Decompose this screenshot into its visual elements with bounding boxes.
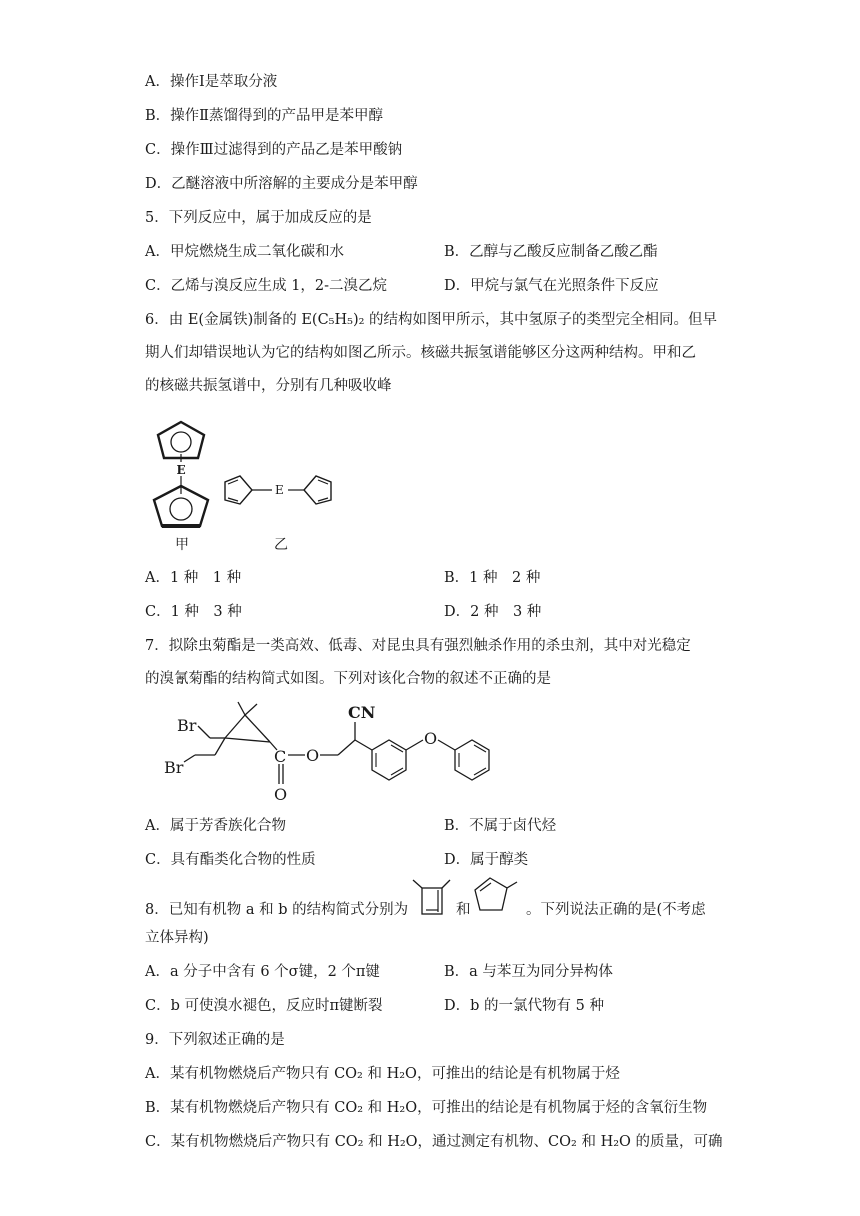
structure-yi (225, 476, 331, 553)
q6-stem-line1: 6．由 E(金属铁)制备的 E(C₅H₅)₂ 的结构如图甲所示，其中氢原子的类型完全相同。但早 (145, 312, 718, 328)
q5-stem: 5．下列反应中，属于加成反应的是 (145, 210, 372, 226)
label-jia: 甲 (175, 537, 189, 553)
q4-option-b: B．操作Ⅱ蒸馏得到的产品甲是苯甲醇 (145, 108, 384, 124)
q8-option-b: B．a 与苯互为同分异构体 (444, 964, 613, 980)
q6-stem-line2: 期人们却错误地认为它的结构如图乙所示。核磁共振氢谱能够区分这两种结构。甲和乙 (145, 345, 696, 361)
q9-option-a: A．某有机物燃烧后产物只有 CO₂ 和 H₂O，可推出的结论是有机物属于烃 (145, 1066, 620, 1082)
q7-option-c: C．具有酯类化合物的性质 (145, 852, 316, 868)
atom-c-ester: C (274, 747, 287, 766)
q8-stem-post: 。下列说法正确的是(不考虑 (526, 902, 706, 918)
q4-option-d: D．乙醚溶液中所溶解的主要成分是苯甲醇 (145, 176, 418, 192)
q6-option-a: A．1 种 1 种 (145, 570, 242, 586)
q8-stem-and: 和 (456, 902, 471, 918)
ferrocene-structure-figure (148, 412, 348, 557)
q7-option-b: B．不属于卤代烃 (444, 818, 557, 834)
q8-option-a: A．a 分子中含有 6 个σ键，2 个π键 (145, 964, 380, 980)
atom-e-yi: E (275, 483, 284, 497)
q5-option-b: B．乙醇与乙酸反应制备乙酸乙酯 (444, 244, 658, 260)
structure-jia (154, 422, 208, 553)
label-yi: 乙 (274, 537, 288, 553)
q8-option-c: C．b 可使溴水褪色，反应时π键断裂 (145, 998, 383, 1014)
q6-stem-line3: 的核磁共振氢谱中，分别有几种吸收峰 (145, 378, 392, 394)
q7-stem-line1: 7．拟除虫菊酯是一类高效、低毒、对昆虫具有强烈触杀作用的杀虫剂，其中对光稳定 (145, 638, 691, 654)
atom-o-ether: O (424, 729, 438, 748)
atom-br-upper: Br (177, 716, 197, 735)
deltamethrin-structure-figure (160, 700, 500, 808)
q8-stem-pre: 8．已知有机物 a 和 b 的结构简式分别为 (145, 902, 409, 918)
atom-br-lower: Br (164, 758, 184, 777)
q5-option-c: C．乙烯与溴反应生成 1，2-二溴乙烷 (145, 278, 388, 294)
atom-o-ester: O (306, 746, 320, 765)
group-cn: CN (348, 703, 376, 722)
q6-option-d: D．2 种 3 种 (444, 604, 542, 620)
q4-option-a: A．操作Ⅰ是萃取分液 (145, 74, 278, 90)
atom-o-carbonyl: O (274, 785, 288, 804)
q9-option-c: C．某有机物燃烧后产物只有 CO₂ 和 H₂O，通过测定有机物、CO₂ 和 H₂O 的质量，可确 (145, 1134, 723, 1150)
q6-option-c: C．1 种 3 种 (145, 604, 242, 620)
q7-option-d: D．属于醇类 (444, 852, 529, 868)
compound-a-structure (408, 876, 454, 922)
q8-option-d: D．b 的一氯代物有 5 种 (444, 998, 604, 1014)
q8-stem-line2: 立体异构) (145, 930, 209, 946)
q5-option-d: D．甲烷与氯气在光照条件下反应 (444, 278, 659, 294)
q6-option-b: B．1 种 2 种 (444, 570, 541, 586)
compound-b-structure (472, 872, 528, 922)
q7-option-a: A．属于芳香族化合物 (145, 818, 286, 834)
q5-option-a: A．甲烷燃烧生成二氧化碳和水 (145, 244, 344, 260)
q7-stem-line2: 的溴氰菊酯的结构简式如图。下列对该化合物的叙述不正确的是 (145, 671, 551, 687)
atom-e-jia: E (176, 463, 186, 477)
q4-option-c: C．操作Ⅲ过滤得到的产品乙是苯甲酸钠 (145, 142, 403, 158)
q9-stem: 9．下列叙述正确的是 (145, 1032, 285, 1048)
q9-option-b: B．某有机物燃烧后产物只有 CO₂ 和 H₂O，可推出的结论是有机物属于烃的含氧衍生物 (145, 1100, 708, 1116)
